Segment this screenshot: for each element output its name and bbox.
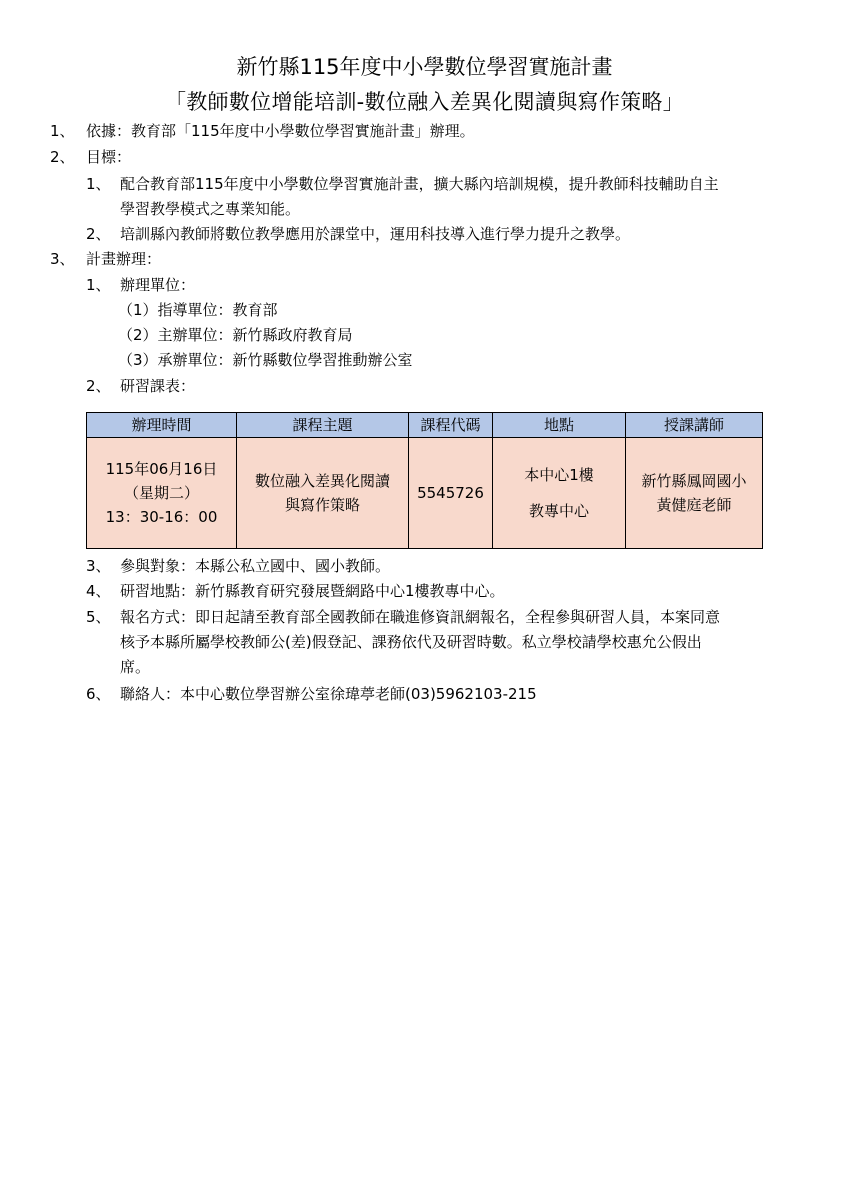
item-number: 1、: [86, 175, 111, 193]
item-number: 5、: [86, 608, 111, 626]
cell-place: [493, 438, 626, 549]
item-number: 3、: [86, 557, 111, 575]
goal-item-2: [0, 224, 849, 244]
place-line: 教專中心: [528, 502, 589, 520]
document-title: 新竹縣115年度中小學數位學習實施計畫: [236, 55, 613, 79]
course-code: 5545726: [417, 484, 484, 502]
plan-item-schedule: [0, 376, 849, 396]
time-range: 13：30-16：00: [105, 508, 218, 526]
item-text: 辦理單位：: [120, 276, 196, 294]
section-basis: [0, 121, 849, 141]
header-teacher: 授課講師: [626, 413, 763, 438]
item-text-line: 配合教育部115年度中小學數位學習實施計畫，擴大縣內培訓規模，提升教師科技輔助自主: [120, 175, 719, 193]
section-text: 依據：教育部「115年度中小學數位學習實施計畫」辦理。: [86, 122, 475, 140]
item-text-line: 學習教學模式之專業知能。: [120, 200, 301, 218]
place-line: 本中心1樓: [524, 466, 594, 484]
item-number: 4、: [86, 582, 111, 600]
goal-item-1: [0, 174, 849, 220]
table-header-row: [87, 413, 763, 438]
cell-code: [409, 438, 493, 549]
plan-item-participants: [0, 556, 849, 576]
item-number: 6、: [86, 685, 111, 703]
teacher-school: 新竹縣鳳岡國小: [641, 472, 747, 490]
item-text-line: 報名方式：即日起請至教育部全國教師在職進修資訊網報名，全程參與研習人員，本案同意: [120, 608, 721, 626]
item-text-line: 核予本縣所屬學校教師公(差)假登記、課務依代及研習時數。私立學校請學校惠允公假出: [120, 633, 702, 651]
plan-item-contact: [0, 684, 849, 704]
section-text: 計畫辦理：: [86, 250, 162, 268]
header-time: 辦理時間: [87, 413, 237, 438]
item-text: 研習課表：: [120, 377, 196, 395]
table-row: [87, 438, 763, 549]
course-schedule-table: [86, 412, 763, 549]
topic-line: 數位融入差異化閱讀: [254, 472, 390, 490]
header-topic: 課程主題: [237, 413, 409, 438]
section-text: 目標：: [86, 148, 132, 166]
document-subtitle: 「教師數位增能培訓-數位融入差異化閱讀與寫作策略」: [164, 90, 685, 114]
plan-item-registration: [0, 607, 849, 677]
section-number: 2、: [50, 148, 75, 166]
item-text-line: 席。: [120, 658, 151, 676]
item-text: 研習地點：新竹縣教育研究發展暨網路中心1樓教專中心。: [120, 582, 505, 600]
organizer-guide: （1）指導單位：教育部: [118, 301, 278, 319]
item-number: 1、: [86, 276, 111, 294]
time-date: 115年06月16日: [105, 460, 218, 478]
organizer-executor: （3）承辦單位：新竹縣數位學習推動辦公室: [118, 351, 413, 369]
plan-item-organizers: [0, 275, 849, 295]
teacher-name: 黃健庭老師: [656, 496, 732, 514]
cell-topic: [237, 438, 409, 549]
section-number: 1、: [50, 122, 75, 140]
section-plan: [0, 249, 849, 269]
item-text: 培訓縣內教師將數位教學應用於課堂中，運用科技導入進行學力提升之教學。: [120, 225, 631, 243]
header-code: 課程代碼: [409, 413, 493, 438]
item-number: 2、: [86, 377, 111, 395]
item-number: 2、: [86, 225, 111, 243]
item-text: 聯絡人：本中心數位學習辦公室徐瑋葶老師(03)5962103-215: [120, 685, 537, 703]
topic-line: 與寫作策略: [284, 496, 360, 514]
section-goals: [0, 147, 849, 167]
item-text: 參與對象：本縣公私立國中、國小教師。: [120, 557, 391, 575]
cell-time: [87, 438, 237, 549]
time-weekday: （星期二）: [123, 484, 199, 502]
cell-teacher: [626, 438, 763, 549]
section-number: 3、: [50, 250, 75, 268]
plan-item-location: [0, 581, 849, 601]
organizer-host: （2）主辦單位：新竹縣政府教育局: [118, 326, 353, 344]
header-place: 地點: [493, 413, 626, 438]
